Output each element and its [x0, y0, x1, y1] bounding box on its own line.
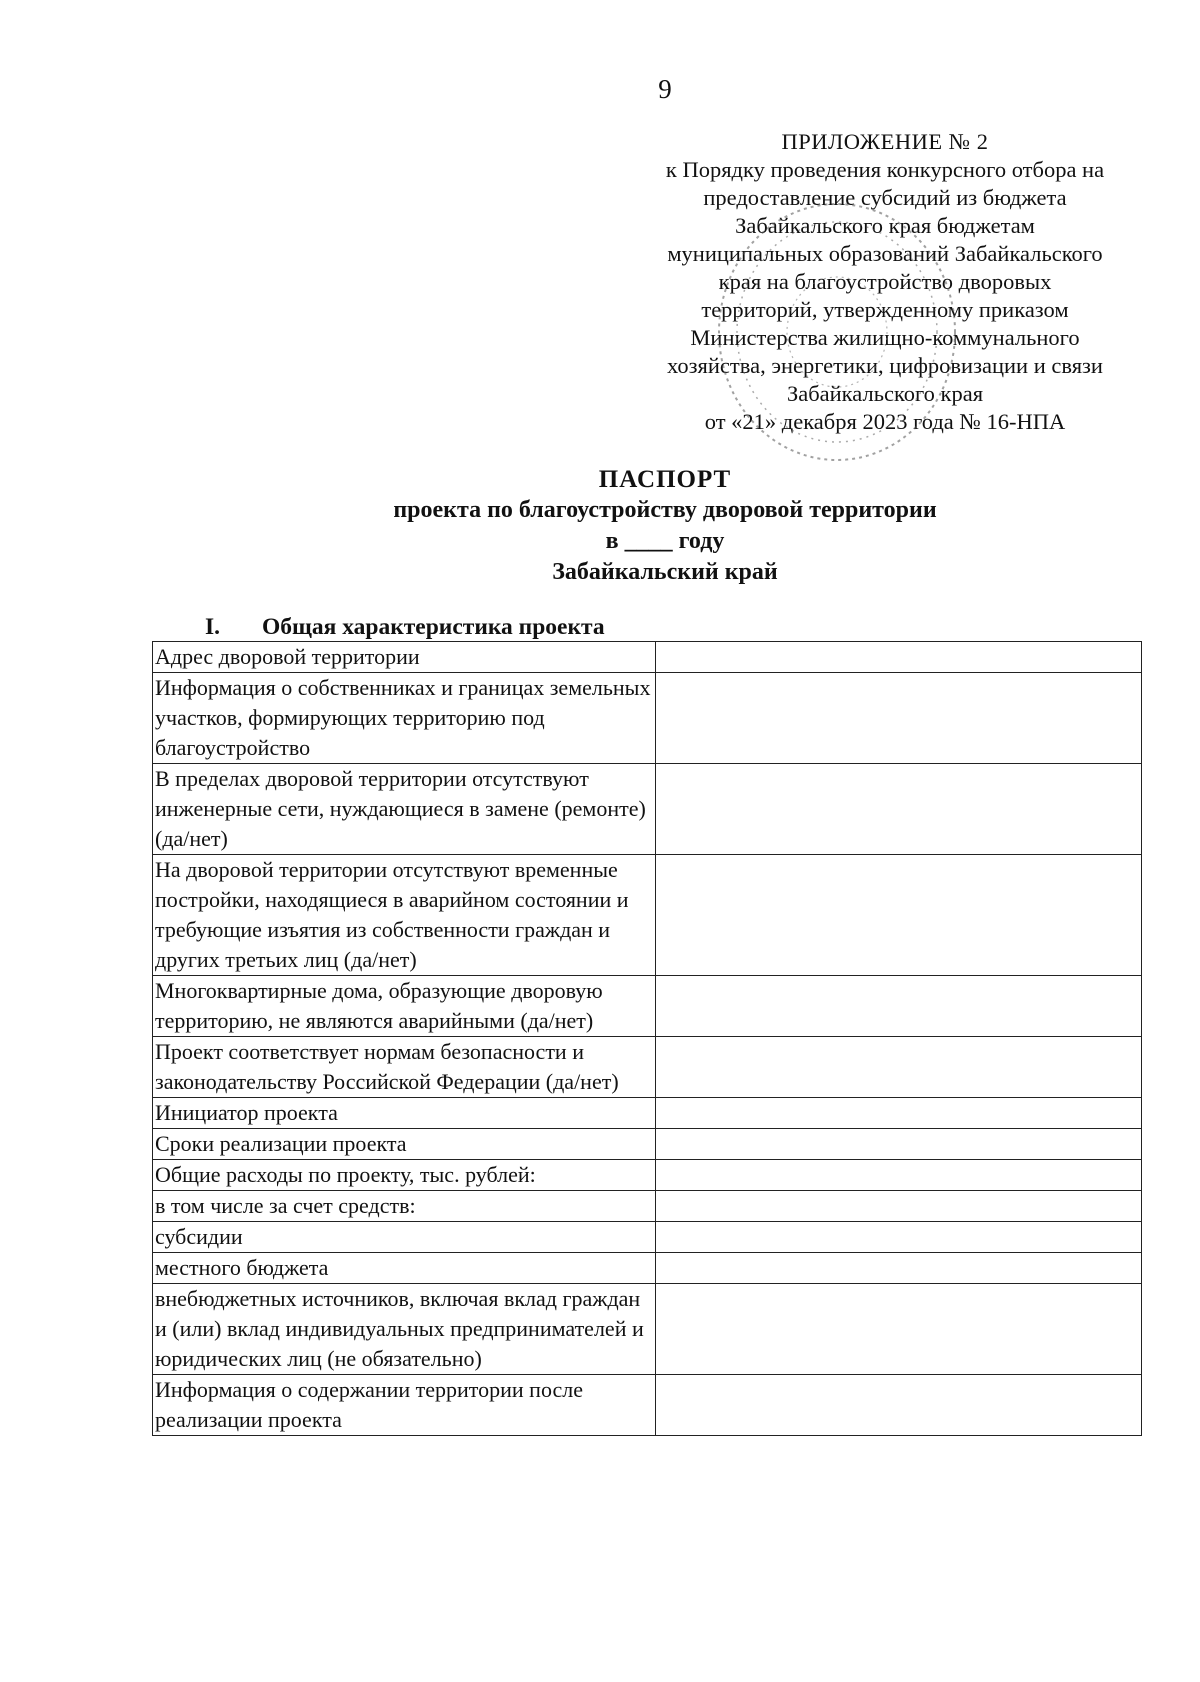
row-value-cell	[655, 673, 1141, 764]
row-value-cell	[655, 1284, 1141, 1375]
row-value-cell	[655, 1222, 1141, 1253]
table-row	[153, 855, 1142, 976]
table-row	[153, 673, 1142, 764]
row-label: В пределах дворовой территории отсутствуют инженерные сети, нуждающиеся в замене (ремонте) (да/нет)	[153, 764, 656, 855]
row-label: На дворовой территории отсутствуют временные постройки, находящиеся в аварийном состоянии и требующие изъятия из собственности граждан и других третьих лиц (да/нет)	[153, 855, 656, 976]
appendix-line: территорий, утвержденному приказом	[701, 297, 1069, 322]
row-value-cell	[655, 1191, 1141, 1222]
row-label: Проект соответствует нормам безопасности и законодательству Российской Федерации (да/нет)	[153, 1037, 656, 1098]
table-row	[153, 1160, 1142, 1191]
document-title	[0, 464, 1200, 588]
row-label: Информация о содержании территории после реализации проекта	[153, 1375, 656, 1436]
page-number: 9	[658, 74, 672, 104]
row-label: Общие расходы по проекту, тыс. рублей:	[153, 1160, 656, 1191]
row-label: субсидии	[153, 1222, 656, 1253]
appendix-line: хозяйства, энергетики, цифровизации и связи	[667, 353, 1103, 378]
passport-table	[152, 641, 1142, 1436]
row-value-cell	[655, 976, 1141, 1037]
row-label: Сроки реализации проекта	[153, 1129, 656, 1160]
appendix-line: Забайкальского края бюджетам	[735, 213, 1035, 238]
table-row	[153, 976, 1142, 1037]
appendix-line: к Порядку проведения конкурсного отбора на	[665, 157, 1105, 182]
table-row	[153, 1375, 1142, 1436]
table-row	[153, 1222, 1142, 1253]
table-row	[153, 1253, 1142, 1284]
appendix-line: предоставление субсидий из бюджета	[703, 185, 1067, 210]
table-row	[153, 1191, 1142, 1222]
table-row	[153, 642, 1142, 673]
table-row	[153, 1284, 1142, 1375]
table-row	[153, 764, 1142, 855]
row-value-cell	[655, 1375, 1141, 1436]
section-heading	[205, 614, 605, 641]
row-value-cell	[655, 764, 1141, 855]
appendix-title: ПРИЛОЖЕНИЕ № 2	[781, 129, 989, 154]
row-value-cell	[655, 855, 1141, 976]
appendix-line: Забайкальского края	[786, 381, 984, 406]
row-label: Информация о собственниках и границах земельных участков, формирующих территорию под благоустройство	[153, 673, 656, 764]
row-value-cell	[655, 1037, 1141, 1098]
title-line: Забайкальский край	[552, 559, 778, 585]
row-label: Многоквартирные дома, образующие дворовую территорию, не являются аварийными (да/нет)	[153, 976, 656, 1037]
row-label: Адрес дворовой территории	[153, 642, 656, 673]
table-row	[153, 1129, 1142, 1160]
table-row	[153, 1098, 1142, 1129]
appendix-line: от «21» декабря 2023 года № 16-НПА	[704, 409, 1066, 434]
appendix-block	[640, 128, 1130, 436]
appendix-line: края на благоустройство дворовых	[718, 269, 1052, 294]
row-value-cell	[655, 1098, 1141, 1129]
row-label: в том числе за счет средств:	[153, 1191, 656, 1222]
row-value-cell	[655, 1160, 1141, 1191]
title-main: ПАСПОРТ	[598, 466, 732, 493]
row-value-cell	[655, 1253, 1141, 1284]
title-line: проекта по благоустройству дворовой территории	[393, 497, 937, 523]
row-label: Инициатор проекта	[153, 1098, 656, 1129]
row-value-cell	[655, 642, 1141, 673]
appendix-line: Министерства жилищно-коммунального	[690, 325, 1080, 350]
row-label: внебюджетных источников, включая вклад граждан и (или) вклад индивидуальных предпринимателей и юридических лиц (не обязательно)	[153, 1284, 656, 1375]
row-value-cell	[655, 1129, 1141, 1160]
section-title: Общая характеристика проекта	[262, 614, 605, 640]
table-row	[153, 1037, 1142, 1098]
row-label: местного бюджета	[153, 1253, 656, 1284]
appendix-line: муниципальных образований Забайкальского	[667, 241, 1103, 266]
title-line: в ____ году	[605, 528, 725, 554]
section-number: I.	[205, 614, 221, 640]
